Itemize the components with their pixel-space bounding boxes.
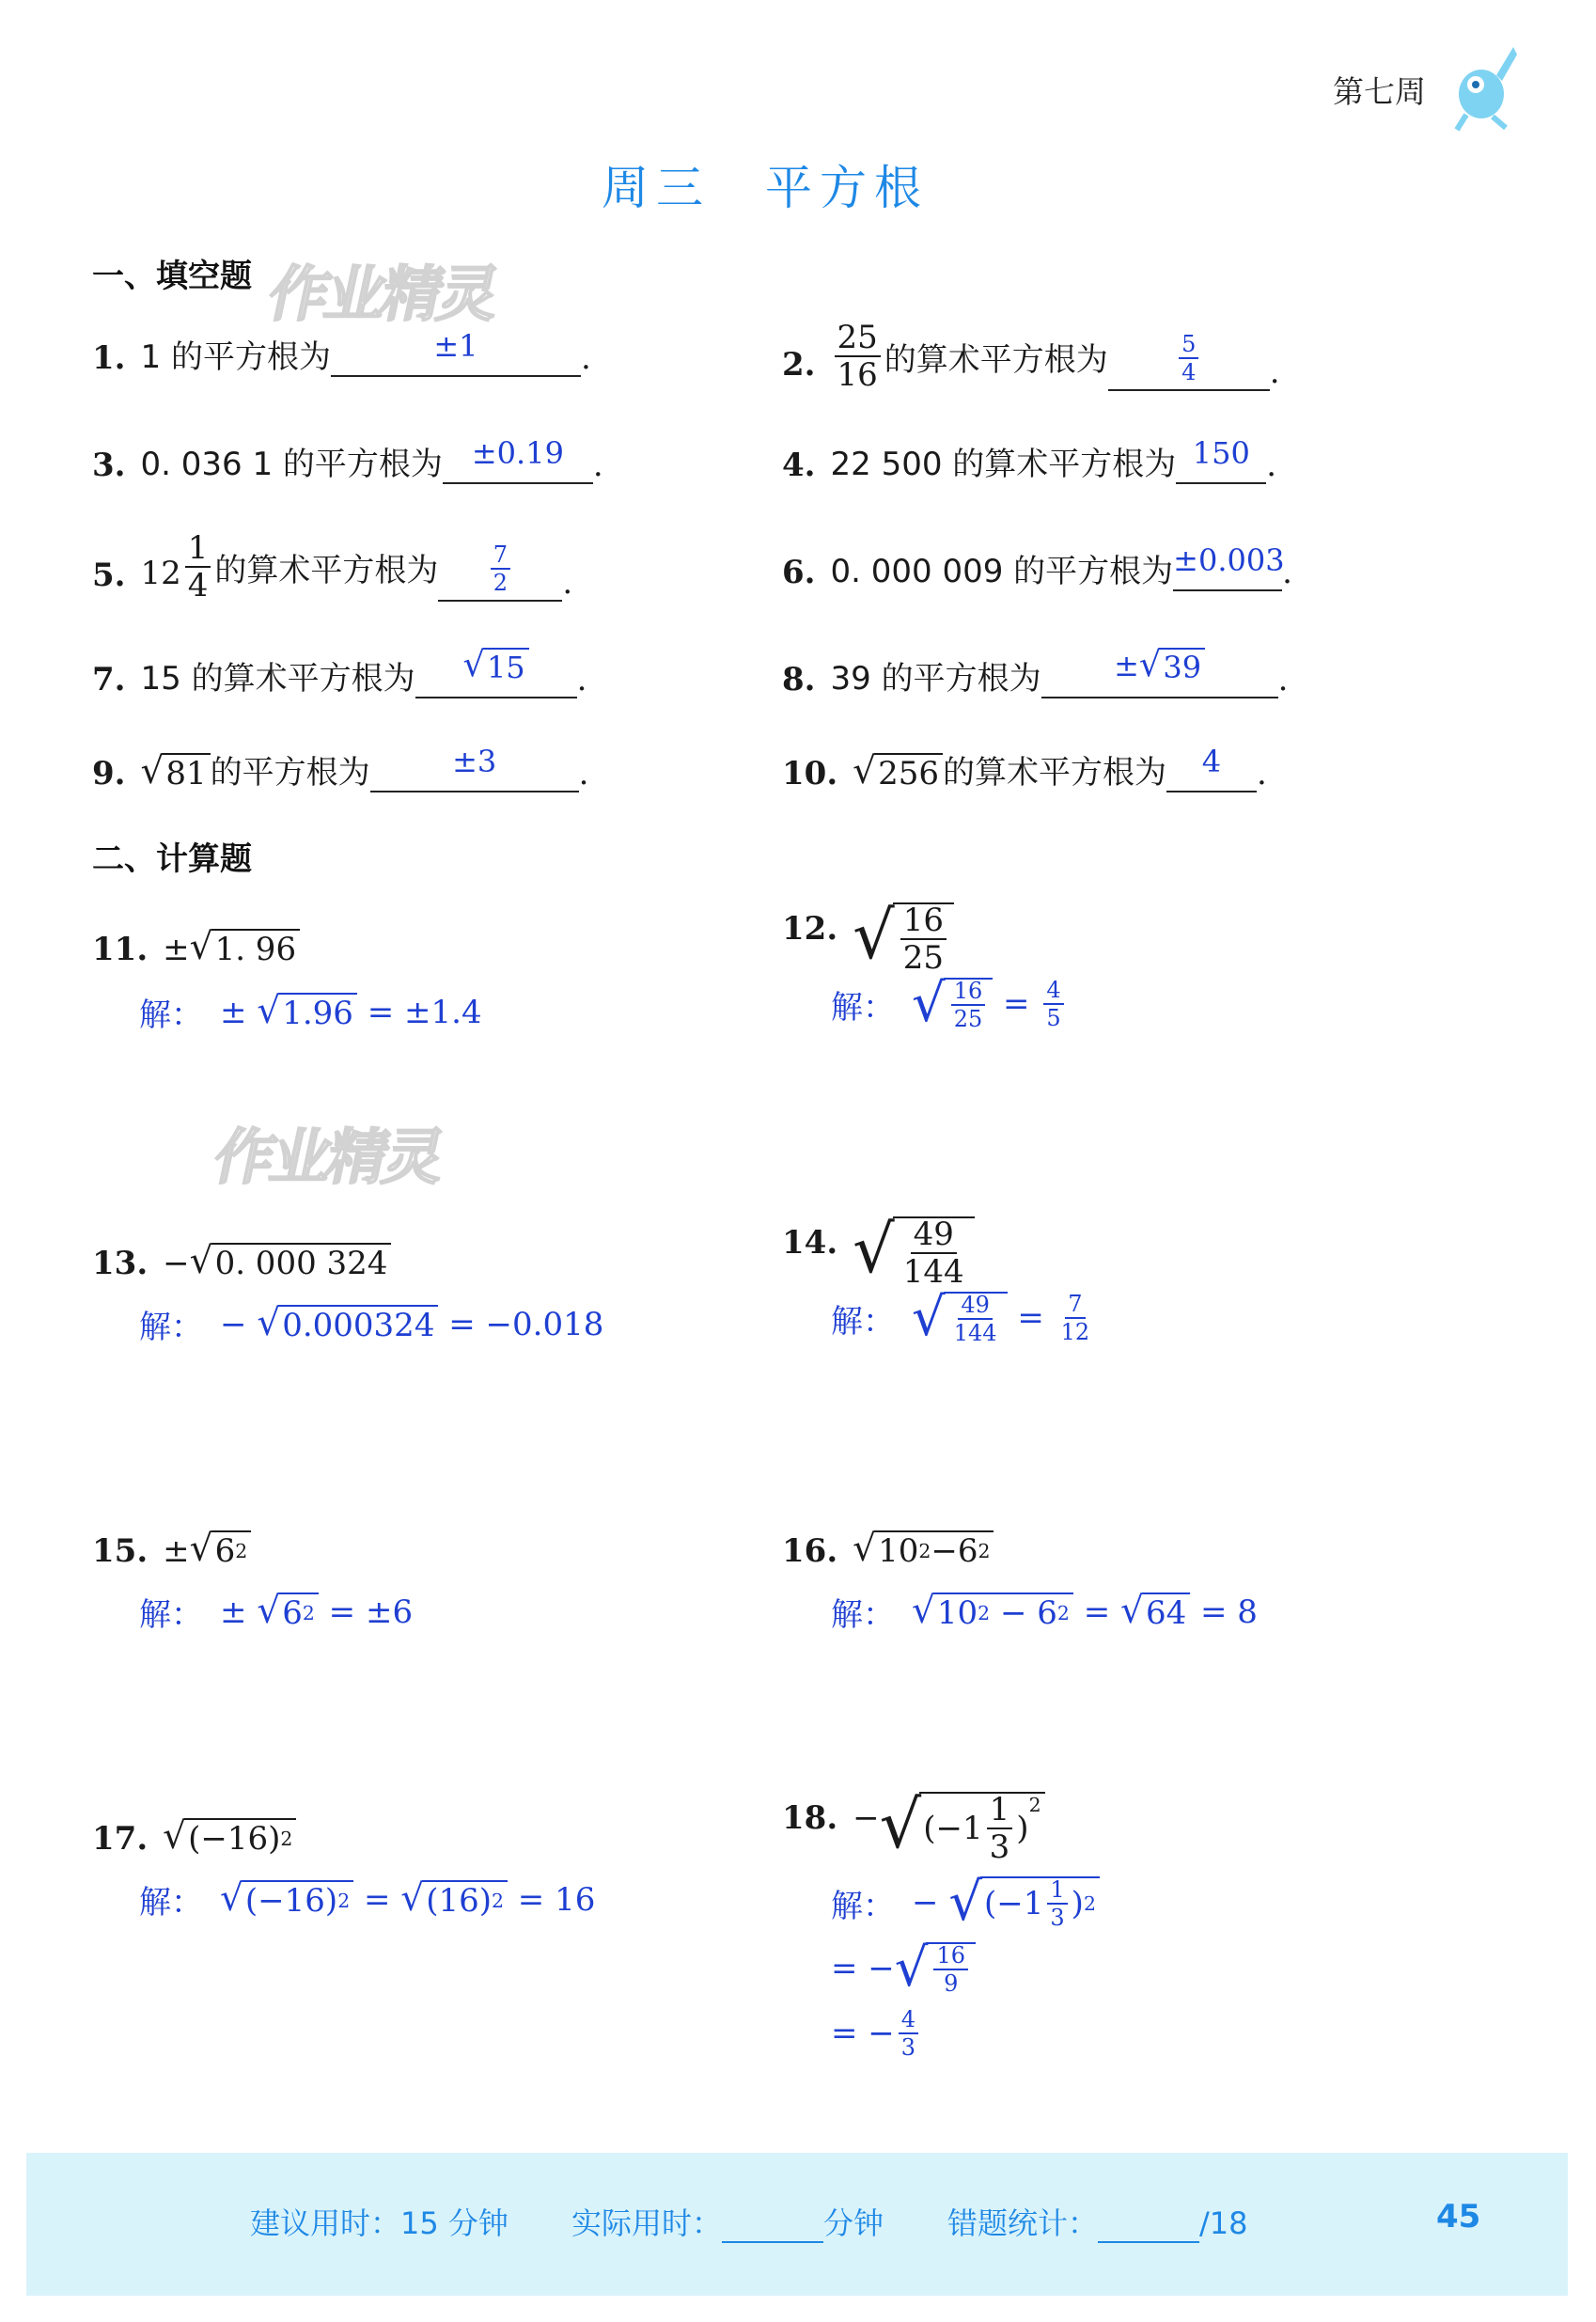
section-calc-heading: 二、计算题 [92, 840, 252, 878]
solution-11: 解： ± √ 1.96 = ±1.4 [139, 989, 482, 1034]
section-fill-heading: 一、填空题 [92, 258, 252, 295]
question-5: 5. 12 $\frac{1}{4}$ 的算术平方根为 $\frac{7}{2}$ . [92, 529, 573, 604]
question-18: 18. − √ (−1 $\frac{1}{3}$ ) $^2$ [782, 1792, 1045, 1863]
question-11: 11. ± √ 1. 96 [92, 929, 300, 968]
answer-blank[interactable]: √ 15 [415, 659, 577, 698]
page-number: 45 [1436, 2198, 1481, 2236]
cartoon-character-icon [1447, 28, 1521, 133]
actual-time: 实际用时： 分钟 [571, 2205, 884, 2241]
watermark-top: 作业精灵 [261, 260, 503, 330]
question-17: 17. √ (−16) 2 [92, 1818, 296, 1858]
question-8: 8. 39 的平方根为 ± √ 39 . [782, 644, 1289, 698]
question-16: 16. √ 10 2 − 6 2 [782, 1530, 994, 1570]
answer-blank[interactable]: 4 [1166, 753, 1257, 792]
answer-blank[interactable]: 150 [1176, 445, 1266, 484]
solution-17: 解： √ (−16) 2 = √ (16) 2 = 16 [139, 1876, 596, 1922]
error-count: 错题统计： /18 [947, 2205, 1248, 2241]
answer-blank[interactable]: ± √ 39 [1041, 659, 1278, 698]
answer-blank[interactable]: ±1 [331, 337, 581, 377]
question-10: 10. √ 256 的算术平方根为 4 . [782, 744, 1267, 792]
question-15: 15. ± √ 6 2 [92, 1530, 251, 1570]
solution-13: 解： − √ 0.000324 = −0.018 [139, 1301, 604, 1346]
solution-14: 解： √ $\frac{49}{144}$ = $\frac{7}{12}$ [831, 1287, 1090, 1348]
page-title: 周三 平方根 [602, 161, 929, 215]
question-1: 1. 1 的平方根为 ±1 . [92, 328, 591, 377]
error-count-blank[interactable] [1098, 2215, 1199, 2243]
solution-16: 解： √ 10 2 − 6 2 = √ 64 = 8 [831, 1589, 1258, 1634]
question-4: 4. 22 500 的算术平方根为 150 . [782, 435, 1277, 484]
question-3: 3. 0. 036 1 的平方根为 ±0.19 . [92, 435, 603, 484]
week-label: 第七周 [1333, 73, 1426, 110]
answer-blank[interactable]: ±0.19 [443, 445, 593, 484]
solution-18-line-2: = − √ $\frac{16}{9}$ [831, 1942, 976, 1995]
answer-blank[interactable]: $\frac{5}{4}$ [1108, 320, 1270, 391]
question-14: 14. √ $\frac{49}{144}$ [782, 1216, 975, 1288]
watermark-middle: 作业精灵 [207, 1123, 448, 1193]
actual-time-blank[interactable] [722, 2215, 823, 2243]
suggested-time: 建议用时：15 分钟 [250, 2205, 509, 2241]
question-12: 12. √ $\frac{16}{25}$ [782, 902, 954, 974]
question-6: 6. 0. 000 009 的平方根为 ±0.003 . [782, 542, 1292, 591]
question-2: 2. $\frac{25}{16}$ 的算术平方根为 $\frac{5}{4}$ . [782, 319, 1280, 394]
answer-blank[interactable]: ±3 [370, 753, 579, 792]
answer-blank[interactable]: ±0.003 [1173, 552, 1282, 591]
question-7: 7. 15 的算术平方根为 √ 15 . [92, 644, 587, 698]
question-9: 9. √ 81 的平方根为 ±3 . [92, 744, 589, 792]
solution-18-line-3: = − $\frac{4}{3}$ [831, 2008, 922, 2059]
solution-15: 解： ± √ 6 2 = ±6 [139, 1589, 414, 1634]
question-13: 13. − √ 0. 000 324 [92, 1243, 391, 1282]
answer-blank[interactable]: $\frac{7}{2}$ [438, 530, 562, 602]
solution-12: 解： √ $\frac{16}{25}$ = $\frac{4}{5}$ [831, 978, 1068, 1030]
solution-18-line-1: 解： − √ (−1 $\frac{1}{3}$ ) 2 [831, 1876, 1100, 1929]
